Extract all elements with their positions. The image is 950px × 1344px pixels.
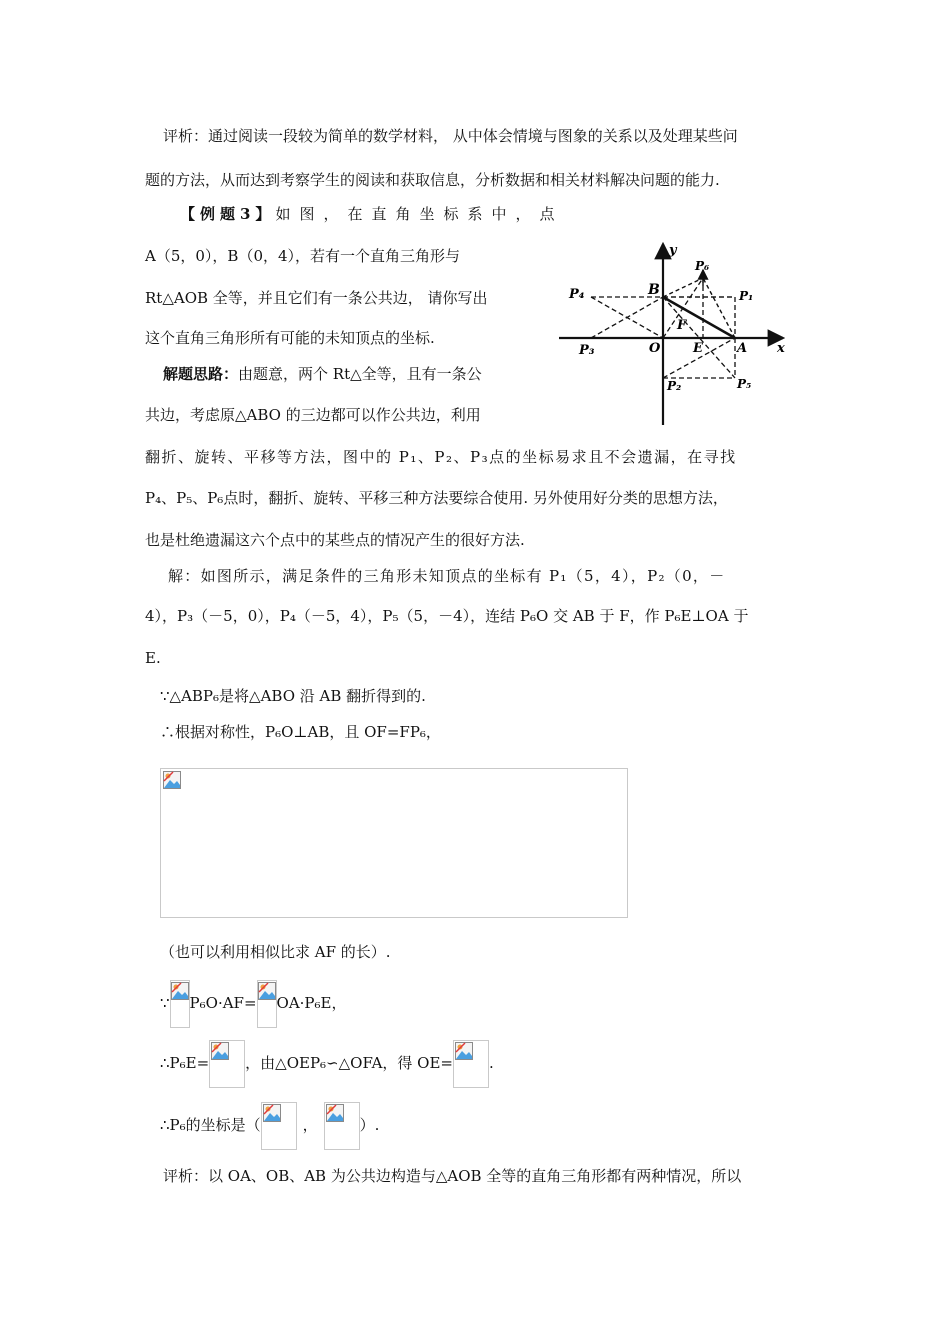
- idea-line-5: 也是杜绝遗漏这六个点中的某些点的情况产生的很好方法.: [145, 531, 525, 549]
- coord-text-2: ，: [302, 1116, 318, 1134]
- review-line-1: 评析：通过阅读一段较为简单的数学材料， 从中体会情境与图象的关系以及处理某些问: [163, 127, 738, 145]
- solution-line-2: 4），P₃（－5，0），P₄（－5，4），P₅（5，－4），连结 P₆O 交 AB 于 F，作 P₆E⊥OA 于: [145, 607, 749, 625]
- example-line-1: 如图，在直角坐标系中，点: [275, 205, 564, 223]
- idea-text-1: 由题意，两个 Rt△全等，且有一条公: [238, 365, 482, 383]
- note-line: （也可以利用相似比求 AF 的长）.: [160, 943, 391, 961]
- solution-line-1: 解：如图所示，满足条件的三角形未知顶点的坐标有 P₁（5，4），P₂（0，－: [168, 567, 726, 585]
- therefore-text-3: .: [488, 1054, 494, 1072]
- because-text-1: P₆O·AF=: [189, 994, 257, 1012]
- broken-image-icon: [326, 1104, 344, 1122]
- image-placeholder-y: [324, 1102, 360, 1150]
- label-o: O: [649, 341, 661, 356]
- label-p3: P₃: [579, 343, 595, 358]
- image-placeholder-large: [160, 768, 628, 918]
- label-f: F: [677, 318, 687, 333]
- broken-image-icon: [455, 1042, 473, 1060]
- broken-image-icon: [163, 771, 181, 789]
- image-placeholder-half-1: [170, 980, 190, 1028]
- label-p4: P₄: [569, 287, 585, 302]
- label-y: y: [669, 243, 677, 258]
- idea-line-2: 共边，考虑原△ABO 的三边都可以作公共边，利用: [145, 406, 481, 424]
- coord-text-3: ）.: [359, 1116, 380, 1134]
- because-text-2: OA·P₆E，: [276, 994, 347, 1012]
- example-line-2: A（5，0），B（0，4），若有一个直角三角形与: [145, 247, 461, 265]
- therefore-line-2: [160, 1038, 494, 1088]
- broken-image-icon: [171, 982, 189, 1000]
- label-b: B: [648, 282, 660, 298]
- image-placeholder-half-2: [257, 980, 277, 1028]
- image-placeholder-p6e: [209, 1040, 245, 1088]
- therefore-text-1: ∴P₆E=: [160, 1054, 210, 1072]
- image-placeholder-oe: [453, 1040, 489, 1088]
- therefore-text-2: ，由△OEP₆∽△OFA，得 OE=: [245, 1054, 453, 1072]
- label-p6: P₆: [695, 259, 710, 273]
- idea-line-3: 翻折、旋转、平移等方法，图中的 P₁、P₂、P₃点的坐标易求且不会遗漏，在寻找: [145, 448, 737, 466]
- idea-line-4: P₄、P₅、P₆点时，翻折、旋转、平移三种方法要综合使用. 另外使用好分类的思想方法，: [145, 489, 728, 507]
- broken-image-icon: [258, 982, 276, 1000]
- example-heading: [180, 204, 564, 224]
- review2-line-1: 评析：以 OA、OB、AB 为公共边构造与△AOB 全等的直角三角形都有两种情况，所以: [163, 1167, 742, 1185]
- label-a: A: [737, 341, 748, 356]
- label-e: E: [693, 341, 703, 356]
- example-line-4: 这个直角三角形所有可能的未知顶点的坐标.: [145, 329, 435, 347]
- idea-line-1: [163, 364, 482, 384]
- because-line-1: ∵△ABP₆是将△ABO 沿 AB 翻折得到的.: [160, 687, 426, 705]
- example-line-3: Rt△AOB 全等，并且它们有一条公共边， 请你写出: [145, 289, 488, 307]
- label-p1: P₁: [739, 289, 754, 303]
- idea-label: 解题思路：: [163, 365, 239, 383]
- broken-image-icon: [263, 1104, 281, 1122]
- coord-text-1: ∴P₆的坐标是（: [160, 1116, 261, 1134]
- label-x: x: [777, 341, 785, 356]
- label-p5: P₅: [737, 377, 752, 391]
- broken-image-icon: [211, 1042, 229, 1060]
- therefore-line-3: [160, 1100, 379, 1150]
- example-label: 【例题3】: [180, 205, 276, 223]
- therefore-line-1: ∴根据对称性，P₆O⊥AB，且 OF=FP₆，: [160, 723, 441, 741]
- review-line-2: 题的方法，从而达到考察学生的阅读和获取信息，分析数据和相关材料解决问题的能力.: [145, 171, 720, 189]
- coordinate-figure: [555, 240, 795, 428]
- solution-line-3: E.: [145, 649, 161, 667]
- label-p2: P₂: [667, 379, 682, 393]
- because-symbol: ∵: [160, 994, 170, 1012]
- because-line-2: [160, 978, 347, 1028]
- image-placeholder-x: [261, 1102, 297, 1150]
